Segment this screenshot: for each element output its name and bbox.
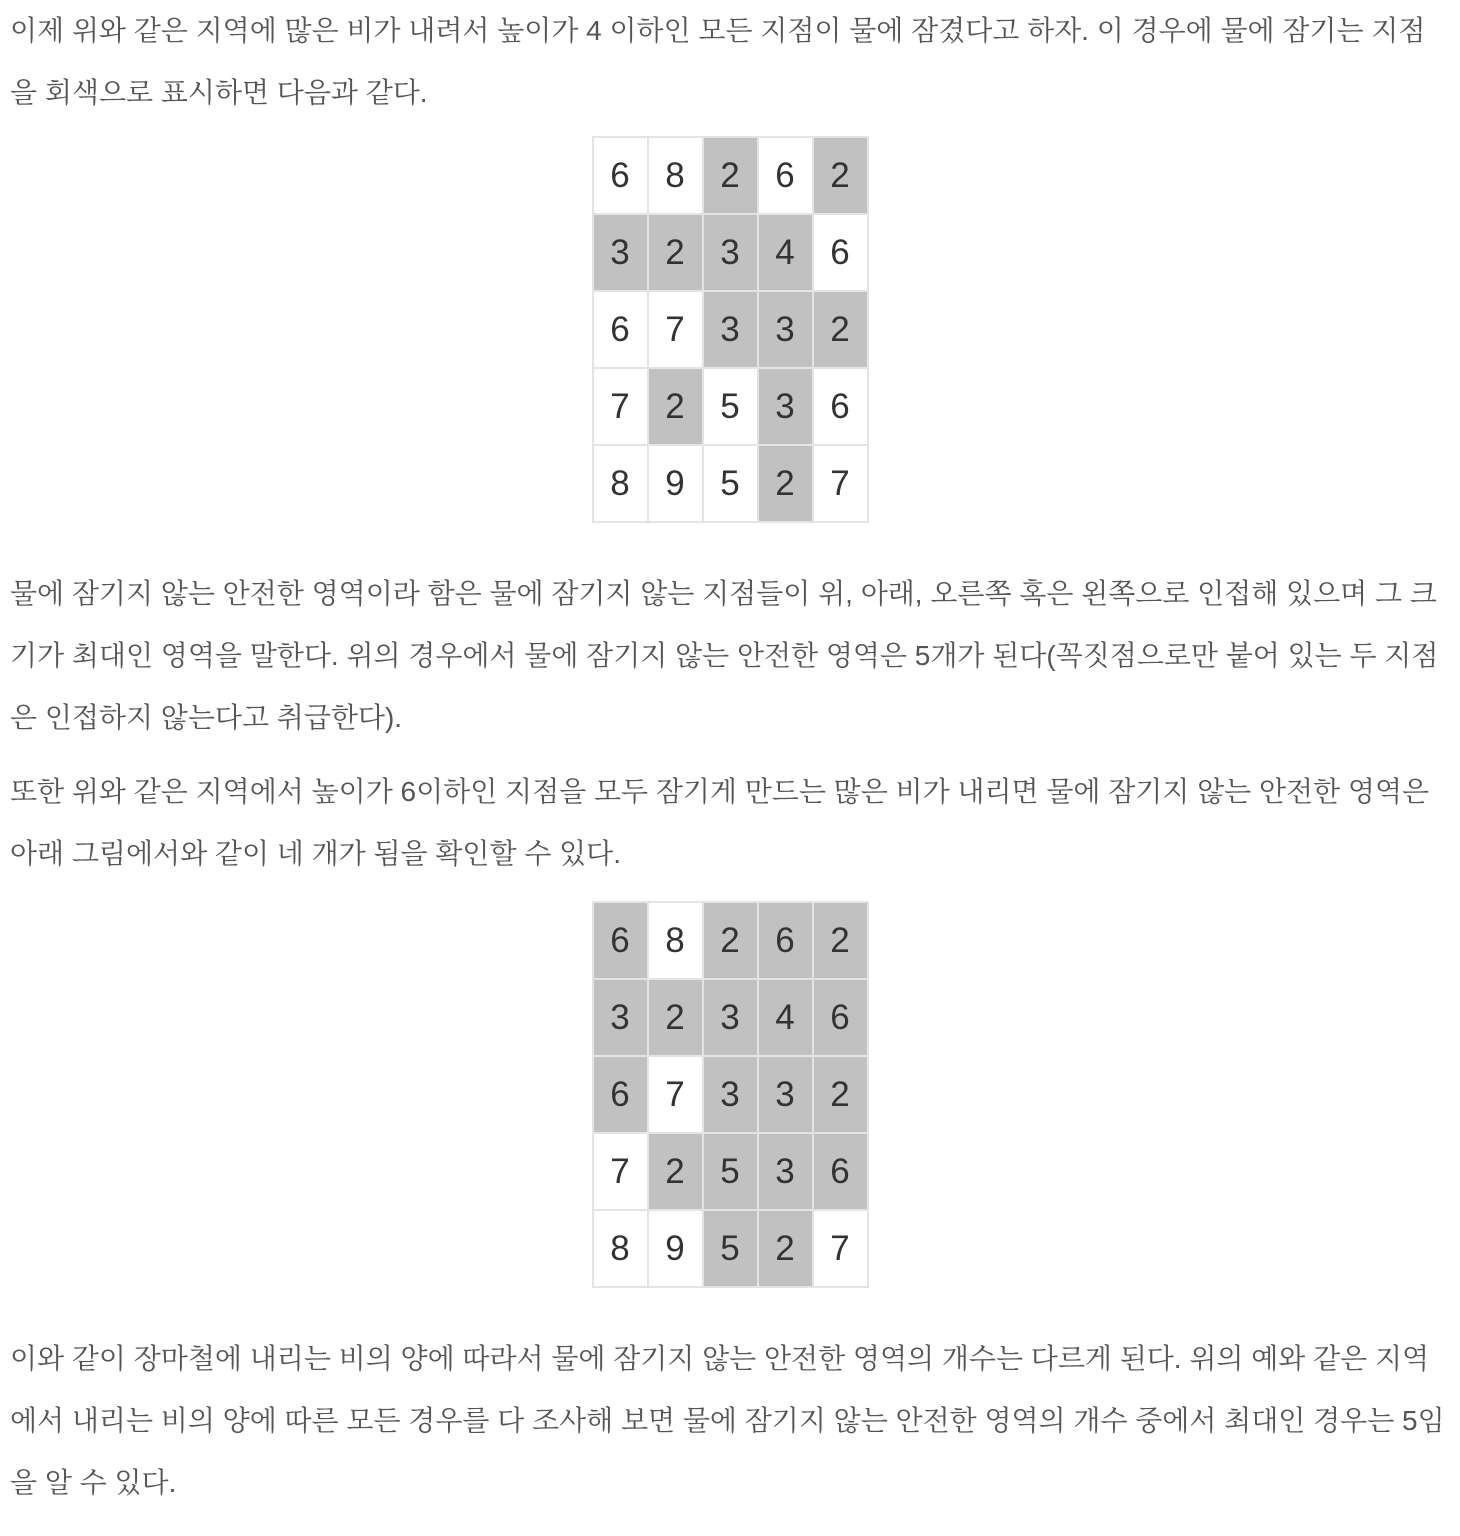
terrain-cell-submerged: 2: [703, 137, 758, 214]
terrain-cell-safe: 6: [813, 368, 868, 445]
terrain-cell-submerged: 6: [593, 1056, 648, 1133]
terrain-cell-safe: 7: [813, 445, 868, 522]
terrain-cell-safe: 7: [593, 368, 648, 445]
terrain-cell-submerged: 6: [813, 1133, 868, 1210]
terrain-cell-submerged: 2: [648, 368, 703, 445]
terrain-cell-submerged: 2: [813, 291, 868, 368]
terrain-cell-submerged: 3: [758, 1056, 813, 1133]
terrain-cell-safe: 7: [648, 291, 703, 368]
terrain-cell-submerged: 3: [758, 291, 813, 368]
terrain-row: [593, 979, 868, 1056]
terrain-cell-submerged: 3: [703, 291, 758, 368]
terrain-row: [593, 1056, 868, 1133]
terrain-cell-submerged: 3: [703, 214, 758, 291]
terrain-cell-safe: 7: [648, 1056, 703, 1133]
terrain-cell-safe: 8: [648, 137, 703, 214]
terrain-cell-submerged: 2: [758, 445, 813, 522]
terrain-grid-flood-level-4: [592, 136, 869, 523]
terrain-cell-safe: 6: [758, 137, 813, 214]
terrain-cell-safe: 6: [593, 291, 648, 368]
terrain-cell-submerged: 2: [648, 214, 703, 291]
terrain-cell-safe: 9: [648, 445, 703, 522]
terrain-cell-submerged: 5: [703, 1133, 758, 1210]
terrain-grid-flood-level-6: [592, 901, 869, 1288]
terrain-cell-submerged: 2: [703, 902, 758, 979]
terrain-cell-submerged: 4: [758, 214, 813, 291]
terrain-row: [593, 137, 868, 214]
terrain-cell-safe: 5: [703, 368, 758, 445]
terrain-cell-submerged: 2: [648, 1133, 703, 1210]
terrain-cell-safe: 6: [813, 214, 868, 291]
paragraph-conclusion: 이와 같이 장마철에 내리는 비의 양에 따라서 물에 잠기지 않는 안전한 영역의 개수는 다르게 된다. 위의 예와 같은 지역에서 내리는 비의 양에 따른 모든 경우를 다 조사해 보면 물에 잠기지 않는 안전한 영역의 개수 중에서 최대인 경우는 5임을 알 수 있다.: [10, 1343, 1445, 1498]
terrain-cell-submerged: 3: [593, 214, 648, 291]
paragraph-rain-height-4: 이제 위와 같은 지역에 많은 비가 내려서 높이가 4 이하인 모든 지점이 물에 잠겼다고 하자. 이 경우에 물에 잠기는 지점을 회색으로 표시하면 다음과 같다.: [10, 15, 1426, 108]
terrain-cell-submerged: 3: [703, 979, 758, 1056]
paragraph-safe-area-definition: 물에 잠기지 않는 안전한 영역이라 함은 물에 잠기지 않는 지점들이 위, 아래, 오른쪽 혹은 왼쪽으로 인접해 있으며 그 크기가 최대인 영역을 말한다. 위의 경우에서 물에 잠기지 않는 안전한 영역은 5개가 된다(꼭짓점으로만 붙어 있는 두 지점은 인접하지 않는다고 취급한다).: [10, 578, 1439, 733]
terrain-cell-submerged: 3: [593, 979, 648, 1056]
terrain-row: [593, 368, 868, 445]
terrain-row: [593, 902, 868, 979]
terrain-cell-submerged: 4: [758, 979, 813, 1056]
terrain-cell-safe: 8: [593, 445, 648, 522]
terrain-cell-safe: 8: [648, 902, 703, 979]
terrain-cell-submerged: 2: [813, 1056, 868, 1133]
terrain-cell-safe: 7: [813, 1210, 868, 1287]
terrain-cell-submerged: 6: [593, 902, 648, 979]
terrain-cell-safe: 6: [593, 137, 648, 214]
terrain-cell-submerged: 6: [813, 979, 868, 1056]
terrain-cell-submerged: 3: [703, 1056, 758, 1133]
terrain-cell-submerged: 2: [813, 902, 868, 979]
terrain-row: [593, 214, 868, 291]
terrain-cell-submerged: 2: [813, 137, 868, 214]
terrain-row: [593, 445, 868, 522]
terrain-row: [593, 1210, 868, 1287]
terrain-cell-safe: 9: [648, 1210, 703, 1287]
terrain-cell-safe: 5: [703, 445, 758, 522]
terrain-cell-safe: 7: [593, 1133, 648, 1210]
terrain-row: [593, 1133, 868, 1210]
paragraph-rain-height-6: 또한 위와 같은 지역에서 높이가 6이하인 지점을 모두 잠기게 만드는 많은 비가 내리면 물에 잠기지 않는 안전한 영역은 아래 그림에서와 같이 네 개가 됨을 확인할 수 있다.: [10, 776, 1430, 869]
terrain-cell-submerged: 2: [648, 979, 703, 1056]
terrain-cell-safe: 8: [593, 1210, 648, 1287]
terrain-cell-submerged: 6: [758, 902, 813, 979]
terrain-cell-submerged: 2: [758, 1210, 813, 1287]
terrain-cell-submerged: 3: [758, 1133, 813, 1210]
terrain-cell-submerged: 5: [703, 1210, 758, 1287]
terrain-row: [593, 291, 868, 368]
terrain-cell-submerged: 3: [758, 368, 813, 445]
